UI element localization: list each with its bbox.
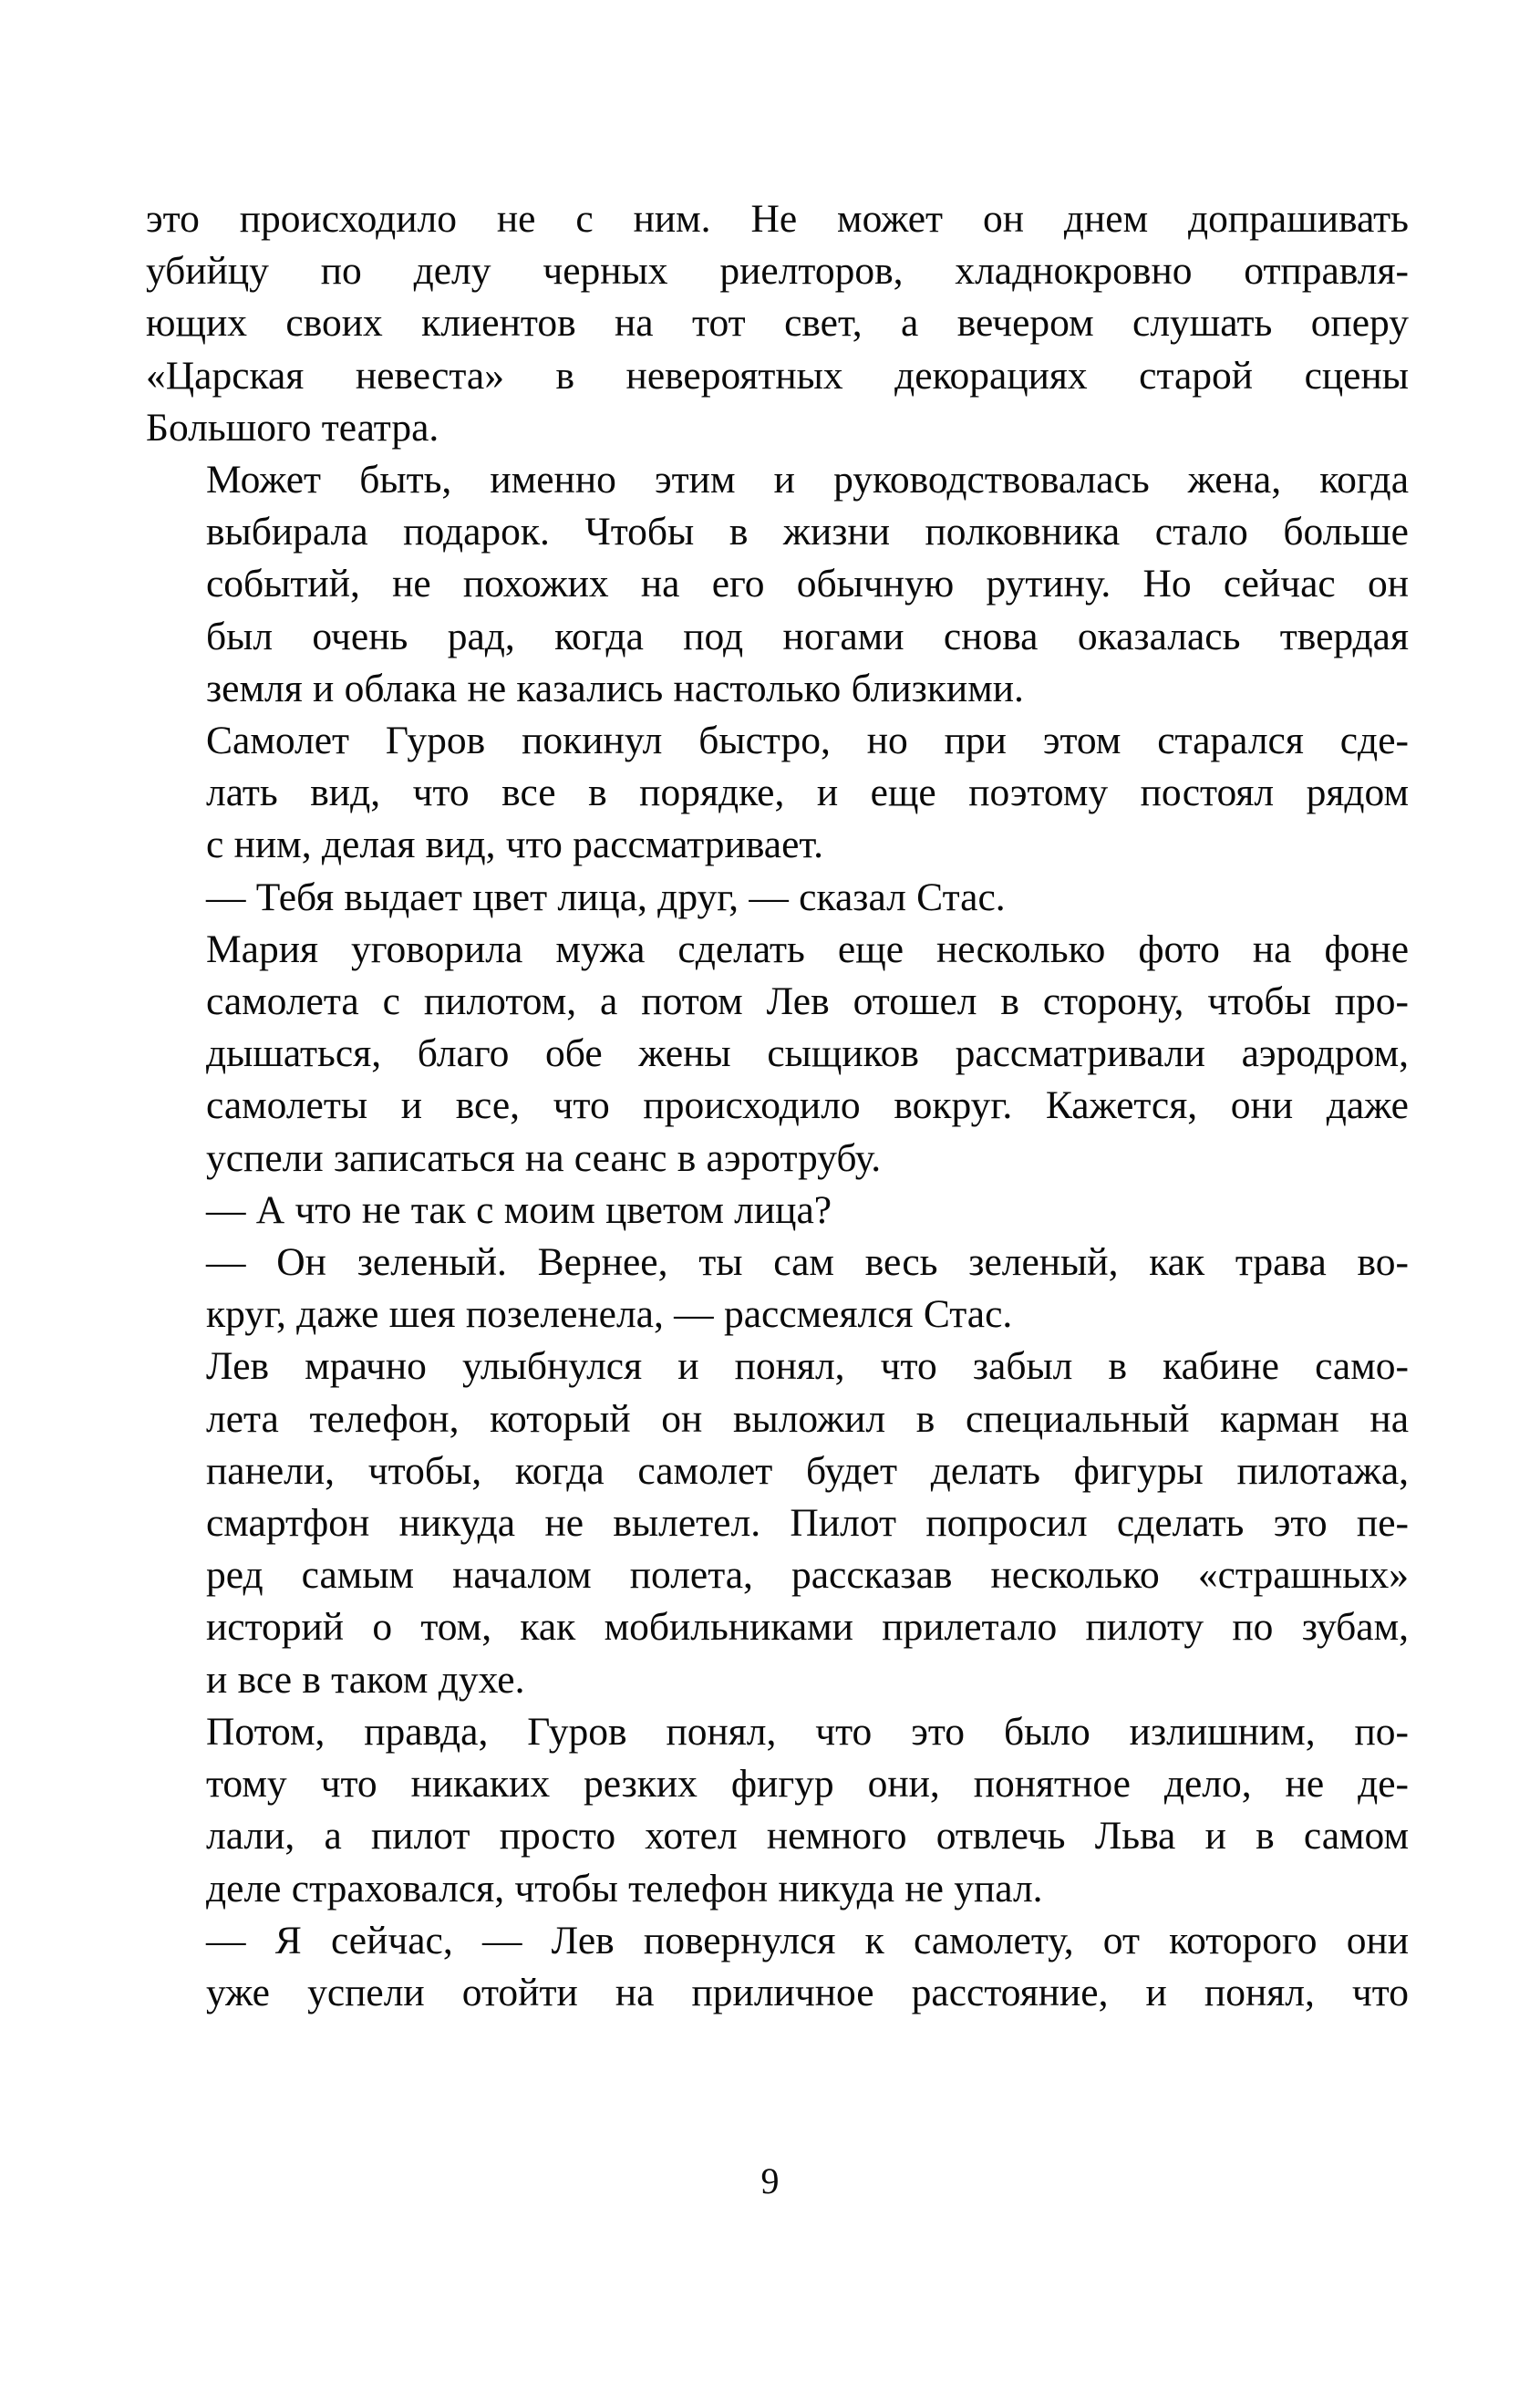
- paragraph-2: [146, 454, 1409, 715]
- text-line: Мария уговорила мужа сделать еще несколько фото на фоне: [206, 927, 1409, 971]
- text-line: лали, а пилот просто хотел немного отвлечь Льва и в самом: [206, 1814, 1409, 1859]
- paragraph-1: [146, 193, 1409, 454]
- text-line: деле страховался, чтобы телефон никуда не упал.: [206, 1866, 1043, 1910]
- text-line: Может быть, именно этим и руководствовалась жена, когда: [206, 458, 1409, 502]
- text-line: самолеты и все, что происходило вокруг. Кажется, они даже: [206, 1083, 1409, 1128]
- body-text-column: [146, 193, 1409, 2019]
- text-line: земля и облака не казались настолько близкими.: [206, 666, 1024, 710]
- text-line: событий, не похожих на его обычную рутину. Но сейчас он: [206, 562, 1409, 606]
- paragraph-4-dialogue: [146, 872, 1409, 924]
- text-line: успели записаться на сеанс в аэротрубу.: [206, 1135, 882, 1180]
- text-line: уже успели отойти на приличное расстояние, и понял, что: [206, 1970, 1409, 2014]
- text-line: ред самым началом полета, рассказав несколько «страшных»: [206, 1553, 1409, 1598]
- text-line: смартфон никуда не вылетел. Пилот попросил сделать это пе-: [206, 1501, 1409, 1546]
- text-line: с ним, делая вид, что рассматривает.: [206, 823, 824, 867]
- text-line: дышаться, благо обе жены сыщиков рассматривали аэродром,: [206, 1031, 1409, 1076]
- text-line: панели, чтобы, когда самолет будет делать фигуры пилотажа,: [206, 1448, 1409, 1493]
- paragraph-10-dialogue: [146, 1915, 1409, 2019]
- paragraph-3: [146, 715, 1409, 872]
- text-line: это происходило не с ним. Не может он днем допрашивать: [146, 197, 1409, 241]
- text-line: — Тебя выдает цвет лица, друг, — сказал Стас.: [206, 875, 1006, 919]
- text-line: выбирала подарок. Чтобы в жизни полковника стало больше: [206, 510, 1409, 554]
- text-line: и все в таком духе.: [206, 1657, 525, 1702]
- text-line: убийцу по делу черных риелторов, хладнокровно отправля-: [146, 249, 1409, 294]
- paragraph-9: [146, 1706, 1409, 1915]
- text-line: Самолет Гуров покинул быстро, но при этом старался сде-: [206, 719, 1409, 763]
- text-line: лать вид, что все в порядке, и еще поэтому постоял рядом: [206, 771, 1409, 815]
- text-line: ющих своих клиентов на тот свет, а вечером слушать оперу: [146, 301, 1409, 346]
- text-line: был очень рад, когда под ногами снова оказалась твердая: [206, 614, 1409, 658]
- text-line: тому что никаких резких фигур они, понятное дело, не де-: [206, 1762, 1409, 1807]
- text-line: — Я сейчас, — Лев повернулся к самолету, от которого они: [206, 1918, 1409, 1962]
- paragraph-8: [146, 1341, 1409, 1705]
- paragraph-6-dialogue: [146, 1185, 1409, 1237]
- paragraph-5: [146, 924, 1409, 1185]
- page-number: 9: [760, 2160, 780, 2201]
- text-line: «Царская невеста» в невероятных декорациях старой сцены: [146, 353, 1409, 398]
- text-line: Потом, правда, Гуров понял, что это было излишним, по-: [206, 1709, 1409, 1754]
- text-line: — А что не так с моим цветом лица?: [206, 1187, 832, 1232]
- text-line: самолета с пилотом, а потом Лев отошел в сторону, чтобы про-: [206, 979, 1409, 1024]
- text-line: Лев мрачно улыбнулся и понял, что забыл в кабине само-: [206, 1344, 1409, 1389]
- text-line: — Он зеленый. Вернее, ты сам весь зеленый, как трава во-: [206, 1240, 1409, 1285]
- paragraph-7-dialogue: [146, 1237, 1409, 1341]
- text-line: Большого театра.: [146, 405, 439, 450]
- text-line: круг, даже шея позеленела, — рассмеялся Стас.: [206, 1292, 1013, 1337]
- text-line: историй о том, как мобильниками прилетало пилоту по зубам,: [206, 1605, 1409, 1650]
- text-line: лета телефон, который он выложил в специальный карман на: [206, 1396, 1409, 1441]
